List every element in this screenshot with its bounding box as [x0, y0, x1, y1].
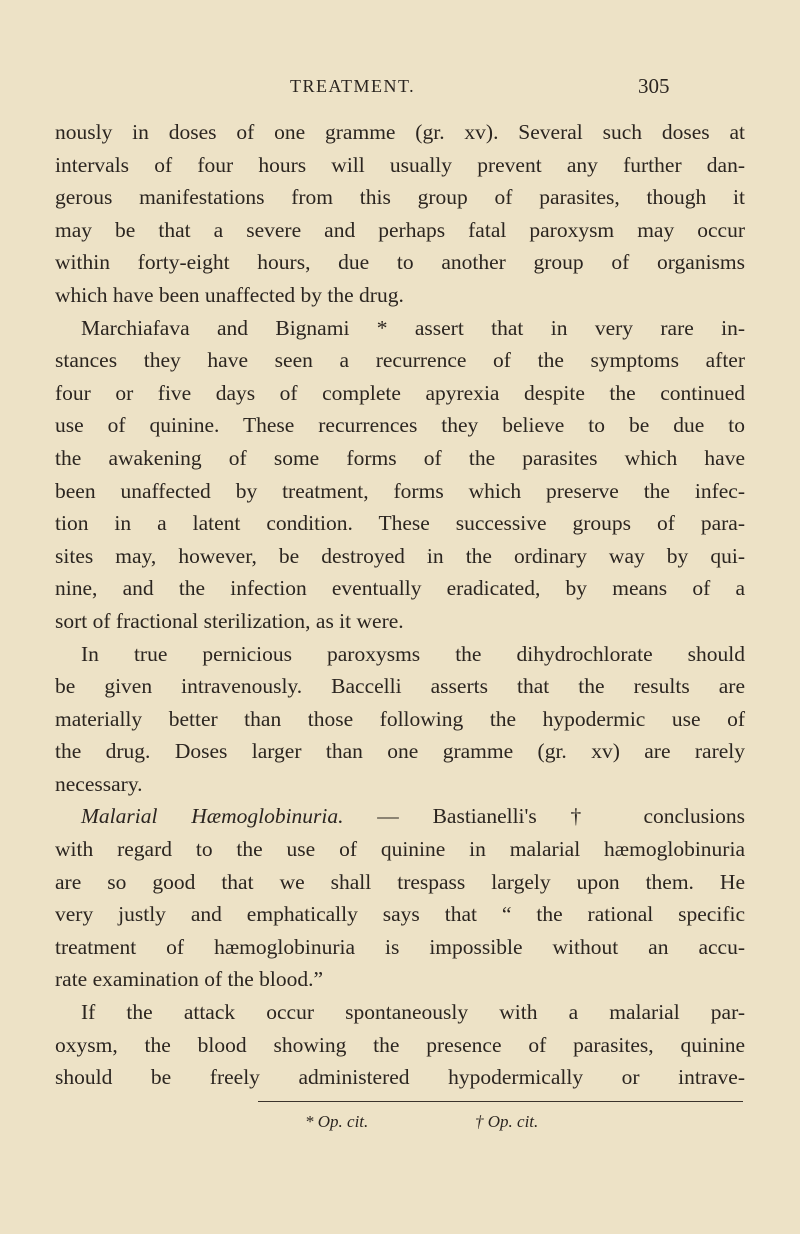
- text-line: nine, and the infection eventually eradicated, by means of a: [55, 576, 745, 601]
- text-line: Marchiafava and Bignami * assert that in very rare in-: [81, 315, 745, 340]
- page-header: [0, 76, 800, 106]
- page-number: 305: [638, 74, 670, 98]
- section-heading: Malarial Hæmoglobinuria.: [81, 804, 344, 829]
- text-line: In true pernicious paroxysms the dihydrochlorate should: [81, 641, 745, 666]
- text-line: with regard to the use of quinine in malarial hæmoglobinuria: [55, 837, 745, 862]
- text-line: materially better than those following the hypodermic use of: [55, 706, 745, 731]
- text-line: very justly and emphatically says that “ the rational specific: [55, 902, 745, 927]
- text-line: which have been unaffected by the drug.: [55, 282, 404, 307]
- text-line: sites may, however, be destroyed in the ordinary way by qui-: [55, 543, 745, 568]
- text-line: use of quinine. These recurrences they believe to be due to: [55, 413, 745, 438]
- text-line: tion in a latent condition. These successive groups of para-: [55, 511, 745, 536]
- text-line: are so good that we shall trespass largely upon them. He: [55, 869, 745, 894]
- text-line: gerous manifestations from this group of parasites, though it: [55, 185, 745, 210]
- footnote-rule: [258, 1101, 743, 1102]
- section-heading-line: [55, 800, 745, 833]
- text-line: within forty-eight hours, due to another group of organisms: [55, 250, 745, 275]
- text-line: rate examination of the blood.”: [55, 967, 324, 992]
- running-head: TREATMENT.: [290, 76, 416, 96]
- text-line: oxysm, the blood showing the presence of parasites, quinine: [55, 1032, 745, 1057]
- text-line: should be freely administered hypodermically or intrave-: [55, 1065, 745, 1090]
- text-line: nously in doses of one gramme (gr. xv). Several such doses at: [55, 120, 745, 144]
- text-line: been unaffected by treatment, forms which preserve the infec-: [55, 478, 745, 503]
- text-line: four or five days of complete apyrexia despite the continued: [55, 380, 745, 405]
- footnote: † Op. cit.: [475, 1112, 539, 1131]
- text-line: be given intravenously. Baccelli asserts that the results are: [55, 674, 745, 699]
- text-line: the awakening of some forms of the parasites which have: [55, 445, 745, 470]
- text-line: necessary.: [55, 771, 143, 796]
- text-line: intervals of four hours will usually prevent any further dan-: [55, 152, 745, 177]
- text-line: may be that a severe and perhaps fatal paroxysm may occur: [55, 217, 745, 242]
- text-line: If the attack occur spontaneously with a malarial par-: [81, 1000, 745, 1025]
- footnote: * Op. cit.: [305, 1112, 369, 1131]
- section-heading-continuation: — Bastianelli's † conclusions: [343, 804, 745, 829]
- text-line: sort of fractional sterilization, as it were.: [55, 608, 404, 633]
- text-line: the drug. Doses larger than one gramme (gr. xv) are rarely: [55, 739, 745, 764]
- text-line: treatment of hæmoglobinuria is impossible without an accu-: [55, 934, 745, 959]
- text-line: stances they have seen a recurrence of the symptoms after: [55, 348, 745, 373]
- body-text: [55, 116, 745, 1094]
